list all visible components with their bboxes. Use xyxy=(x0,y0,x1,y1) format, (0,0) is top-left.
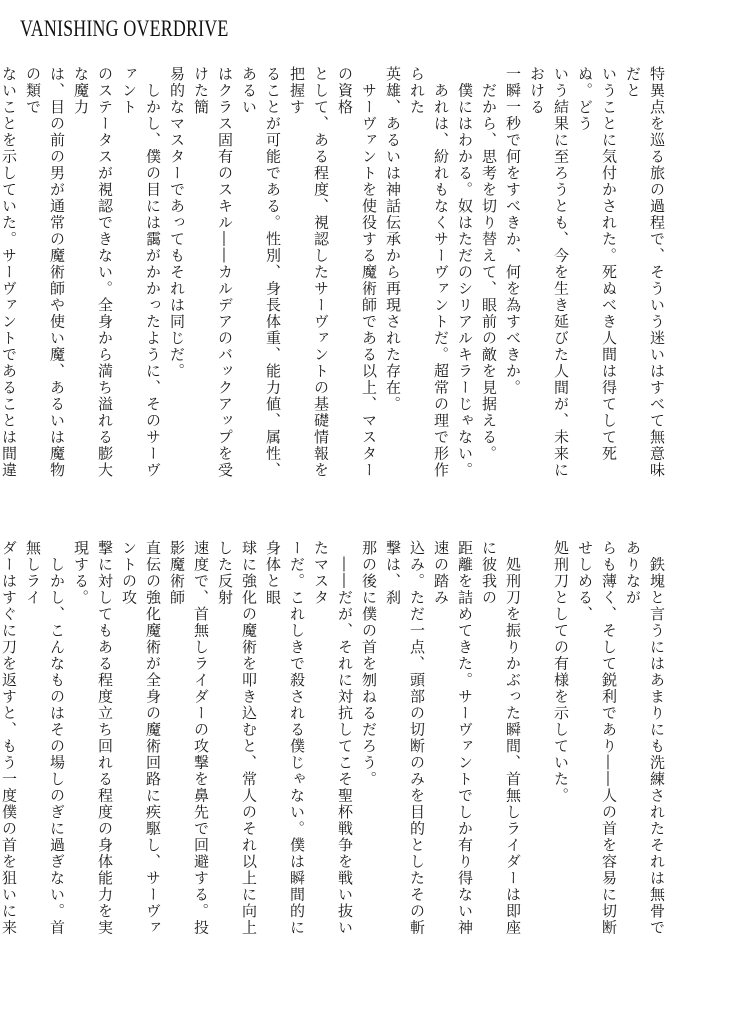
text-line: のステータスが視認できない。全身から満ち溢れる膨大な魔力 xyxy=(72,66,114,479)
text-line: 込み。ただ一点、頭部の切断のみを目的としたその斬撃は、刹 xyxy=(384,540,426,936)
text-line: あれは、紛れもなくサーヴァントだ。超常の理で形作られた xyxy=(408,66,450,479)
text-line: 球に強化の魔術を叩き込むと、常人のそれ以上に向上した反射 xyxy=(216,540,258,936)
text-line xyxy=(525,540,549,940)
text-line: ダーはすぐに刀を返すと、もう一度僕の首を狙いに来 xyxy=(0,540,18,936)
text-line: らも薄く、そして鋭利であり――人の首を容易に切断せしめる、 xyxy=(576,540,618,936)
text-line: 直伝の強化魔術が全身の魔術回路に疾駆し、サーヴァントの攻 xyxy=(120,540,162,936)
text-line: として、ある程度、視認したサーヴァントの基礎情報を把握す xyxy=(288,66,330,479)
text-line: ーだ。これしきで殺される僕じゃない。僕は瞬間的に身体と眼 xyxy=(264,540,306,936)
text-line: サーヴァントを使役する魔術師である以上、マスターの資格 xyxy=(336,66,378,479)
text-line: 那の後に僕の首を刎ねるだろう。 xyxy=(360,540,378,788)
text-line: 処刑刀としての有様を示していた。 xyxy=(552,540,570,804)
text-line: 速度で、首無しライダーの攻撃を鼻先で回避する。投影魔術師 xyxy=(168,540,210,936)
text-line: 撃に対してもある程度立ち回れる程度の身体能力を実現する。 xyxy=(72,540,114,936)
text-line: ることが可能である。性別、身長体重、能力値、属性、あるい xyxy=(240,66,282,479)
text-line: ――だが、それに対抗してこそ聖杯戦争を戦い抜いたマスタ xyxy=(312,540,354,936)
text-line: 処刑刀を振りかぶった瞬間、首無しライダーは即座に彼我の xyxy=(480,540,522,936)
text-line: 距離を詰めてきた。サーヴァントでしか有り得ない神速の踏み xyxy=(432,540,474,936)
text-line: は、目の前の男が通常の魔術師や使い魔、あるいは魔物の類で xyxy=(24,66,66,479)
text-line: 一瞬一秒で何をすべきか、何を為すべきか。 xyxy=(504,66,522,396)
text-line: いう結果に至ろうとも、今を生き延びた人間が、未来における xyxy=(528,66,570,479)
text-line: 易的なマスターであってもそれは同じだ。 xyxy=(168,66,186,380)
text-line: いうことに気付かされた。死ぬべき人間は得てして死ぬ。どう xyxy=(576,66,618,462)
text-line: しかし、僕の目には靄がかかったように、そのサーヴァント xyxy=(120,66,162,479)
text-block-upper xyxy=(0,66,669,492)
text-line: 特異点を巡る旅の過程で、そういう迷いはすべて無意味だと xyxy=(624,66,666,479)
text-line: ないことを示していた。サーヴァントであることは間違 xyxy=(0,66,18,479)
text-block-lower xyxy=(0,540,669,940)
text-line: しかし、こんなものはその場しのぎに過ぎない。首無しライ xyxy=(24,540,66,936)
text-line: 鉄塊と言うにはあまりにも洗練されたそれは無骨でありなが xyxy=(624,540,666,936)
text-line: だから、思考を切り替えて、眼前の敵を見据える。 xyxy=(480,66,498,462)
page-header-title: VANISHING OVERDRIVE xyxy=(20,16,229,41)
text-line: 僕にはわかる。奴はただのシリアルキラーじゃない。 xyxy=(456,66,474,479)
text-line: はクラス固有のスキル――カルデアのバックアップを受けた簡 xyxy=(192,66,234,479)
text-line: 英雄、あるいは神話伝承から再現された存在。 xyxy=(384,66,402,413)
